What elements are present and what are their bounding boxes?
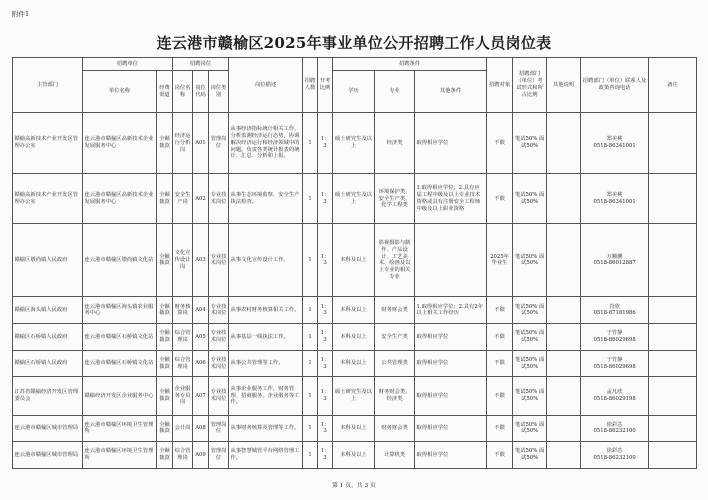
contact-name: 郑美桃 (606, 192, 623, 199)
cell-post-name: 会计岗 (173, 415, 193, 442)
cell-exam: 笔试50% 面试50% (513, 442, 547, 469)
cell-funding: 全额拨款 (157, 224, 173, 297)
header-cond-group: 招聘条件 (333, 58, 487, 71)
header-post-type: 岗位类别 (209, 71, 229, 113)
cell-count: 1 (303, 113, 318, 174)
cell-count: 1 (303, 442, 318, 469)
contact-name: 徐彩芯 (606, 448, 623, 455)
contact-phone: 0518-86232100 (593, 455, 636, 462)
contact-name: 于竹静 (606, 330, 623, 337)
cell-remark (649, 415, 697, 442)
cell-remark (649, 324, 697, 351)
cell-edu: 本科及以上 (333, 442, 375, 469)
header-edu: 学历 (333, 71, 375, 113)
cell-count: 1 (303, 415, 318, 442)
cell-ratio: 1：3 (318, 113, 333, 174)
table-body (13, 58, 697, 469)
cell-count: 1 (303, 377, 318, 415)
cell-unit: 赣榆经济开发区企业服务中心 (83, 377, 157, 415)
cell-dept: 赣榆区石桥镇人民政府 (13, 324, 83, 351)
cell-edu: 本科及以上 (333, 415, 375, 442)
cell-remark (649, 224, 697, 297)
cell-target: 不限 (487, 174, 513, 224)
header-major: 专业 (375, 71, 415, 113)
cell-contact (581, 377, 649, 415)
header-post-name: 岗位名称 (173, 71, 193, 113)
cell-target: 不限 (487, 113, 513, 174)
cell-unit: 连云港市赣榆区石桥镇文化站 (83, 324, 157, 351)
cell-target: 不限 (487, 324, 513, 351)
cell-target: 不限 (487, 377, 513, 415)
cell-contact (581, 174, 649, 224)
cell-major: 影视摄影与制作、产品设计、工艺美术、绘画及以上专业的相关专业 (375, 224, 415, 297)
header-unit-group: 招聘单位 (83, 58, 173, 71)
cell-post-code: A03 (193, 224, 209, 297)
cell-post-code: A04 (193, 297, 209, 324)
header-dept: 主管部门 (13, 58, 83, 113)
cell-dept: 赣榆区海头镇人民政府 (13, 297, 83, 324)
cell-edu: 本科及以上 (333, 224, 375, 297)
cell-major: 财务财会类、经济类 (375, 377, 415, 415)
header-exam: 招聘部门（单位）考试形式和所占比例 (513, 58, 547, 113)
cell-other: 1.取得相应学位；2.具有2年以上相关工作经历 (415, 297, 487, 324)
header-post-group: 招聘岗位 (173, 58, 229, 71)
cell-major: 安全生产类 (375, 324, 415, 351)
cell-other: 取得相应学位 (415, 415, 487, 442)
header-post-code: 岗位代码 (193, 71, 209, 113)
cell-count: 1 (303, 350, 318, 377)
contact-phone: 0518-86341001 (593, 143, 636, 150)
cell-edu: 本科及以上 (333, 297, 375, 324)
cell-exam: 笔试50% 面试50% (513, 350, 547, 377)
cell-other (415, 224, 487, 297)
cell-funding: 全额拨款 (157, 350, 173, 377)
cell-note (547, 297, 581, 324)
cell-post-type: 专业技术岗位 (209, 350, 229, 377)
cell-edu: 本科及以上 (333, 324, 375, 351)
cell-post-type: 专业技术岗位 (209, 324, 229, 351)
header-count: 招聘人数 (303, 58, 318, 113)
cell-exam: 笔试50% 面试50% (513, 174, 547, 224)
cell-post-name: 经济运行分析岗 (173, 113, 193, 174)
cell-funding: 全额拨款 (157, 377, 173, 415)
page-title: 连云港市赣榆区2025年事业单位公开招聘工作人员岗位表 (156, 34, 552, 52)
cell-post-name: 综合管理岗 (173, 324, 193, 351)
contact-name: 万顺鹏 (606, 253, 623, 260)
header-row-1 (13, 58, 697, 71)
cell-post-code: A06 (193, 350, 209, 377)
cell-dept: 赣榆区石桥镇人民政府 (13, 350, 83, 377)
contact-phone: 0518-86029698 (593, 363, 636, 370)
cell-unit: 连云港市赣榆区石桥镇文化站 (83, 350, 157, 377)
cell-target: 不限 (487, 297, 513, 324)
cell-post-desc: 从事企业服务工作，财务管理、招商服务、企业服务等工作。 (229, 377, 303, 415)
header-contact: 招聘部门（单位）联系人及政策咨询电话 (581, 58, 649, 113)
cell-ratio: 1：3 (318, 442, 333, 469)
cell-post-desc: 从事生态环境监察、安全生产执法检查。 (229, 174, 303, 224)
cell-other: 取得相应学位 (415, 442, 487, 469)
contact-name: 徐彩芯 (606, 421, 623, 428)
cell-ratio: 1：3 (318, 324, 333, 351)
contact-name: 郑美桃 (606, 136, 623, 143)
cell-post-desc: 从事公共管理等工作。 (229, 350, 303, 377)
cell-exam: 笔试50% 面试50% (513, 377, 547, 415)
header-note: 其他说明 (547, 58, 581, 113)
cell-note (547, 442, 581, 469)
cell-count: 1 (303, 324, 318, 351)
header-ratio: 开考比例 (318, 58, 333, 113)
cell-remark (649, 113, 697, 174)
cell-note (547, 224, 581, 297)
cell-major: 财务财会类 (375, 415, 415, 442)
cell-exam: 笔试50% 面试50% (513, 415, 547, 442)
cell-post-code: A08 (193, 415, 209, 442)
cell-funding: 全额拨款 (157, 297, 173, 324)
cell-other: 1.取得相应学位；2.具有应届工程中级及以上专业技术资格或具有注册安全工程师中级及以上职业资格 (415, 174, 487, 224)
cell-major: 环境保护类、安全生产类、化学工程类 (375, 174, 415, 224)
cell-post-code: A05 (193, 324, 209, 351)
cell-exam: 笔试50% 面试50% (513, 324, 547, 351)
header-remark: 备注 (649, 58, 697, 113)
header-funding: 经费渠道 (157, 71, 173, 113)
table-row (13, 324, 697, 351)
cell-other: 取得相应学位 (415, 324, 487, 351)
cell-post-name: 企业服务专员岗 (173, 377, 193, 415)
cell-funding: 全额拨款 (157, 174, 173, 224)
cell-funding: 全额拨款 (157, 442, 173, 469)
cell-post-desc: 从事基层一线执法工作。 (229, 324, 303, 351)
cell-post-type: 管理岗位 (209, 442, 229, 469)
contact-phone: 0518-86012887 (593, 260, 636, 267)
cell-ratio: 1：3 (318, 350, 333, 377)
table-row (13, 297, 697, 324)
cell-post-desc: 从事农村财务核算相关工作。 (229, 297, 303, 324)
cell-major: 财务财会类 (375, 297, 415, 324)
contact-name: 于竹静 (606, 356, 623, 363)
cell-post-desc: 从事经济指标统计相关工作，分析监测经济运行态势，协调解决经济运行和经济领域中的问题。负责各类统计报表的统计、汇总、分析和上报。 (229, 113, 303, 174)
cell-post-type: 专业技术岗位 (209, 377, 229, 415)
cell-dept: 江苏省赣榆经济开发区管理委员会 (13, 377, 83, 415)
table-row (13, 174, 697, 224)
cell-target: 不限 (487, 442, 513, 469)
cell-major: 公共管理类 (375, 350, 415, 377)
cell-post-type: 专业技术岗位 (209, 297, 229, 324)
cell-other: 取得相应学位 (415, 113, 487, 174)
cell-unit: 连云港市赣榆区环境卫生管理所 (83, 415, 157, 442)
table-row (13, 113, 697, 174)
cell-post-name: 安全生产岗 (173, 174, 193, 224)
cell-edu: 本科及以上 (333, 350, 375, 377)
page-footer: 第 1 页，共 3 页 (332, 483, 376, 489)
cell-post-desc: 从事文化宣传设计工作。 (229, 224, 303, 297)
cell-ratio: 1：3 (318, 377, 333, 415)
cell-post-name: 财务核算岗 (173, 297, 193, 324)
cell-dept: 赣榆高新技术产业开发区管理办公室 (13, 174, 83, 224)
header-target: 招聘对象 (487, 58, 513, 113)
cell-note (547, 350, 581, 377)
cell-note (547, 415, 581, 442)
cell-contact (581, 297, 649, 324)
cell-major: 经济类 (375, 113, 415, 174)
cell-funding: 全额拨款 (157, 415, 173, 442)
cell-note (547, 113, 581, 174)
cell-ratio: 1：3 (318, 174, 333, 224)
cell-unit: 连云港市赣榆区环境卫生管理所 (83, 442, 157, 469)
header-unit-name: 单位名称 (83, 71, 157, 113)
cell-unit: 连云港市赣榆区高新技术企业发展服务中心 (83, 113, 157, 174)
table-row (13, 350, 697, 377)
cell-post-name: 综合管理岗 (173, 350, 193, 377)
contact-phone: 0518-86029198 (593, 396, 636, 402)
cell-note (547, 174, 581, 224)
cell-other: 取得相应学位 (415, 377, 487, 415)
contact-phone: 0518-86029698 (593, 336, 636, 343)
cell-note (547, 377, 581, 415)
cell-funding: 全额拨款 (157, 113, 173, 174)
cell-count: 1 (303, 224, 318, 297)
cell-remark (649, 297, 697, 324)
cell-dept: 连云港市赣榆区城市管理局 (13, 415, 83, 442)
cell-post-code: A09 (193, 442, 209, 469)
cell-unit: 连云港市赣榆区海头镇农业服务中心 (83, 297, 157, 324)
cell-edu: 硕士研究生及以上 (333, 377, 375, 415)
cell-count: 1 (303, 297, 318, 324)
cell-note (547, 324, 581, 351)
table-row (13, 377, 697, 415)
cell-contact (581, 442, 649, 469)
cell-post-name: 综合管理岗 (173, 442, 193, 469)
cell-count: 1 (303, 174, 318, 224)
cell-dept: 连云港市赣榆区城市管理局 (13, 442, 83, 469)
cell-edu: 硕士研究生及以上 (333, 113, 375, 174)
cell-remark (649, 174, 697, 224)
cell-exam: 笔试50% 面试50% (513, 297, 547, 324)
attachment-label: 附件1 (12, 10, 30, 18)
contact-phone: 0518-86232100 (593, 428, 636, 435)
contact-phone: 0518-87181986 (593, 310, 636, 317)
table-row (13, 442, 697, 469)
cell-ratio: 1：3 (318, 224, 333, 297)
cell-exam: 笔试50% 面试50% (513, 224, 547, 297)
contact-name: 肖欣 (609, 303, 620, 310)
cell-contact (581, 415, 649, 442)
cell-dept: 赣榆高新技术产业开发区管理办公室 (13, 113, 83, 174)
cell-exam: 笔试50% 面试50% (513, 113, 547, 174)
cell-contact (581, 350, 649, 377)
cell-contact (581, 113, 649, 174)
cell-major: 计算机类 (375, 442, 415, 469)
cell-target: 不限 (487, 350, 513, 377)
cell-unit: 连云港市赣榆区墩尚镇文化站 (83, 224, 157, 297)
cell-remark (649, 377, 697, 415)
cell-edu: 硕士研究生及以上 (333, 174, 375, 224)
cell-target: 不限 (487, 415, 513, 442)
cell-dept: 赣榆区墩尚镇人民政府 (13, 224, 83, 297)
cell-post-type: 管理岗位 (209, 415, 229, 442)
header-post-desc: 岗位描述 (229, 58, 303, 113)
cell-unit: 连云港市赣榆区高新技术企业发展服务中心 (83, 174, 157, 224)
cell-post-code: A07 (193, 377, 209, 415)
contact-phone: 0518-86341001 (593, 198, 636, 205)
cell-post-code: A02 (193, 174, 209, 224)
cell-target: 2025年毕业生 (487, 224, 513, 297)
cell-ratio: 1：3 (318, 415, 333, 442)
cell-ratio: 1：3 (318, 297, 333, 324)
cell-contact (581, 324, 649, 351)
cell-other: 取得相应学位 (415, 350, 487, 377)
cell-remark (649, 442, 697, 469)
header-other: 其他条件 (415, 71, 487, 113)
table-row (13, 415, 697, 442)
cell-post-name: 文化宣传设计岗 (173, 224, 193, 297)
cell-funding: 全额拨款 (157, 324, 173, 351)
cell-post-code: A01 (193, 113, 209, 174)
recruitment-table (12, 57, 697, 469)
contact-name: 孟凡欣 (606, 389, 623, 396)
cell-contact (581, 224, 649, 297)
cell-post-type: 专业技术岗位 (209, 174, 229, 224)
cell-post-type: 管理岗位 (209, 113, 229, 174)
cell-post-desc: 从事智慧城管平台网络管理工作。 (229, 442, 303, 469)
cell-post-type: 专业技术岗位 (209, 224, 229, 297)
table-row (13, 224, 697, 297)
cell-remark (649, 350, 697, 377)
cell-post-desc: 从事财务核算及管理等工作。 (229, 415, 303, 442)
